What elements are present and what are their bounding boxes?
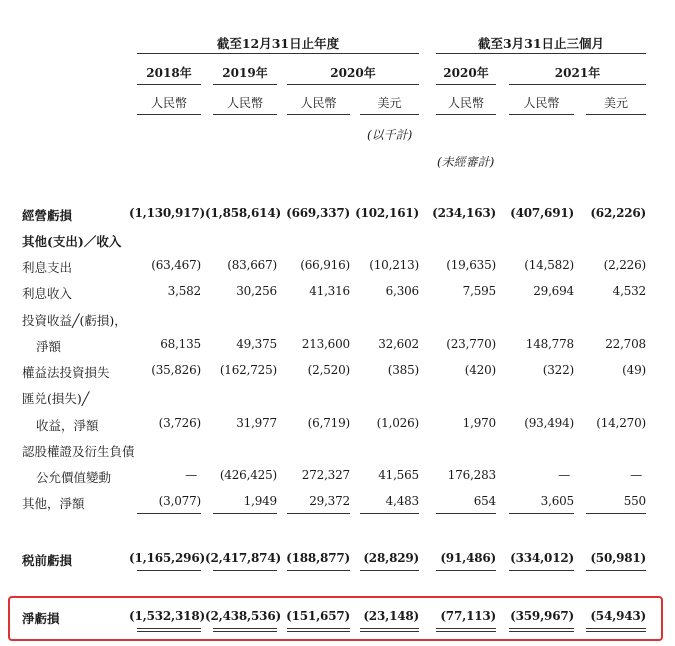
row-value: (28,829) bbox=[363, 551, 419, 565]
row-value: (23,770) bbox=[446, 337, 496, 351]
row-label: 其他，淨額 bbox=[22, 496, 85, 511]
row-value: 1,949 bbox=[243, 494, 277, 508]
header-quarter-group: 截至3月31日止三個月 bbox=[477, 36, 605, 51]
row-label: 匯兑(損失)╱ bbox=[22, 391, 90, 406]
row-value: 6,306 bbox=[385, 284, 419, 298]
row-value: (359,967) bbox=[510, 609, 574, 623]
header-year-2021-rule bbox=[509, 84, 646, 85]
row-label: 收益，淨額 bbox=[36, 418, 99, 433]
row-value: 22,708 bbox=[605, 337, 646, 351]
row-value: (50,981) bbox=[590, 551, 646, 565]
row-value: (63,467) bbox=[151, 258, 201, 272]
single-underline bbox=[509, 513, 574, 514]
row-value: 49,375 bbox=[236, 337, 277, 351]
row-value: (77,113) bbox=[440, 609, 496, 623]
single-underline bbox=[360, 570, 419, 571]
header-year-2021: 2021年 bbox=[554, 66, 601, 80]
row-value: (420) bbox=[464, 363, 496, 377]
row-value: 41,565 bbox=[378, 468, 419, 482]
header-quarter-rule bbox=[436, 53, 646, 54]
header-currency-col3: 人民幣 bbox=[300, 96, 337, 110]
row-value: — bbox=[558, 468, 570, 482]
header-year-2019: 2019年 bbox=[222, 66, 268, 80]
row-value: 654 bbox=[473, 494, 496, 508]
single-underline bbox=[360, 513, 419, 514]
row-value: 29,372 bbox=[309, 494, 350, 508]
header-currency-col7-rule bbox=[586, 114, 646, 115]
row-value: (2,417,874) bbox=[205, 551, 281, 565]
header-year-2020-q: 2020年 bbox=[443, 66, 489, 80]
single-underline bbox=[436, 570, 496, 571]
single-underline bbox=[213, 513, 277, 514]
header-fiscal-year-rule bbox=[137, 53, 419, 54]
row-value: 31,977 bbox=[236, 416, 277, 430]
row-value: (1,165,296) bbox=[129, 551, 205, 565]
header-year-2018: 2018年 bbox=[146, 66, 192, 80]
row-value: 176,283 bbox=[447, 468, 496, 482]
note-unaudited: (未經審計) bbox=[437, 155, 495, 169]
row-value: (91,486) bbox=[440, 551, 496, 565]
row-value: (334,012) bbox=[510, 551, 574, 565]
row-value: 148,778 bbox=[525, 337, 574, 351]
row-value: (188,877) bbox=[286, 551, 350, 565]
row-value: (669,337) bbox=[286, 206, 350, 220]
header-currency-col5-rule bbox=[436, 114, 496, 115]
row-value: (83,667) bbox=[227, 258, 277, 272]
row-label: 投資收益╱(虧損)， bbox=[22, 313, 127, 328]
single-underline bbox=[137, 513, 201, 514]
row-value: (385) bbox=[387, 363, 419, 377]
row-value: 29,694 bbox=[533, 284, 574, 298]
single-underline bbox=[287, 570, 350, 571]
row-label: 税前虧損 bbox=[22, 553, 73, 568]
row-value: 30,256 bbox=[236, 284, 277, 298]
net-loss-highlight-box bbox=[8, 596, 663, 641]
header-currency-col5: 人民幣 bbox=[447, 96, 484, 110]
row-value: — bbox=[185, 468, 197, 482]
row-label: 認股權證及衍生負債 bbox=[22, 444, 135, 459]
single-underline bbox=[586, 513, 646, 514]
row-value: (49) bbox=[622, 363, 646, 377]
row-label: 經營虧損 bbox=[22, 208, 73, 223]
row-label: 利息收入 bbox=[22, 286, 73, 301]
row-value: 68,135 bbox=[160, 337, 201, 351]
row-value: (6,719) bbox=[307, 416, 350, 430]
row-value: 272,327 bbox=[301, 468, 350, 482]
row-value: 213,600 bbox=[301, 337, 350, 351]
header-fiscal-year-group: 截至12月31日止年度 bbox=[216, 36, 340, 51]
header-currency-col6-rule bbox=[509, 114, 574, 115]
header-currency-col2-rule bbox=[213, 114, 277, 115]
row-value: (102,161) bbox=[355, 206, 419, 220]
row-value: 7,595 bbox=[462, 284, 496, 298]
row-value: (23,148) bbox=[363, 609, 419, 623]
row-label: 其他(支出)／收入 bbox=[22, 234, 122, 249]
row-value: (93,494) bbox=[524, 416, 574, 430]
single-underline bbox=[509, 570, 574, 571]
header-currency-col1: 人民幣 bbox=[150, 96, 187, 110]
row-value: (35,826) bbox=[151, 363, 201, 377]
row-value: 3,582 bbox=[167, 284, 201, 298]
row-value: (14,270) bbox=[596, 416, 646, 430]
row-value: 41,316 bbox=[309, 284, 350, 298]
row-label: 淨虧損 bbox=[22, 611, 60, 626]
header-currency-col4-rule bbox=[360, 114, 419, 115]
row-value: (54,943) bbox=[590, 609, 646, 623]
row-label: 利息支出 bbox=[22, 260, 73, 275]
row-value: (2,226) bbox=[603, 258, 646, 272]
row-value: (62,226) bbox=[590, 206, 646, 220]
row-value: 550 bbox=[623, 494, 646, 508]
header-currency-col1-rule bbox=[137, 114, 201, 115]
row-value: (19,635) bbox=[446, 258, 496, 272]
note-thousands: (以千計) bbox=[367, 128, 413, 142]
row-value: (1,532,318) bbox=[129, 609, 205, 623]
row-value: (407,691) bbox=[510, 206, 574, 220]
row-value: 3,605 bbox=[540, 494, 574, 508]
row-value: (10,213) bbox=[369, 258, 419, 272]
row-value: (1,130,917) bbox=[129, 206, 205, 220]
row-value: (151,657) bbox=[286, 609, 350, 623]
header-currency-col6: 人民幣 bbox=[523, 96, 560, 110]
row-value: 32,602 bbox=[378, 337, 419, 351]
row-label: 公允價值變動 bbox=[36, 470, 112, 485]
row-value: (3,077) bbox=[158, 494, 201, 508]
header-currency-col7: 美元 bbox=[603, 96, 628, 110]
header-year-2020-fy-rule bbox=[287, 84, 419, 85]
row-value: 4,483 bbox=[385, 494, 419, 508]
single-underline bbox=[287, 513, 350, 514]
row-value: (322) bbox=[542, 363, 574, 377]
header-currency-col3-rule bbox=[287, 114, 350, 115]
header-year-2020-q-rule bbox=[436, 84, 496, 85]
row-value: (426,425) bbox=[219, 468, 277, 482]
row-value: (3,726) bbox=[158, 416, 201, 430]
row-value: (2,438,536) bbox=[205, 609, 281, 623]
row-value: (14,582) bbox=[524, 258, 574, 272]
row-label: 權益法投資損失 bbox=[22, 365, 110, 380]
header-currency-col4: 美元 bbox=[377, 96, 402, 110]
row-value: (66,916) bbox=[300, 258, 350, 272]
row-value: 1,970 bbox=[462, 416, 496, 430]
single-underline bbox=[137, 570, 201, 571]
header-year-2018-rule bbox=[137, 84, 201, 85]
header-year-2020-fy: 2020年 bbox=[330, 66, 376, 80]
row-label: 淨額 bbox=[36, 339, 62, 354]
row-value: 4,532 bbox=[612, 284, 646, 298]
row-value: (162,725) bbox=[219, 363, 277, 377]
header-year-2019-rule bbox=[213, 84, 277, 85]
row-value: (1,026) bbox=[376, 416, 419, 430]
single-underline bbox=[436, 513, 496, 514]
single-underline bbox=[586, 570, 646, 571]
row-value: (2,520) bbox=[307, 363, 350, 377]
row-value: — bbox=[630, 468, 642, 482]
row-value: (234,163) bbox=[432, 206, 496, 220]
header-currency-col2: 人民幣 bbox=[226, 96, 263, 110]
single-underline bbox=[213, 570, 277, 571]
row-value: (1,858,614) bbox=[205, 206, 281, 220]
